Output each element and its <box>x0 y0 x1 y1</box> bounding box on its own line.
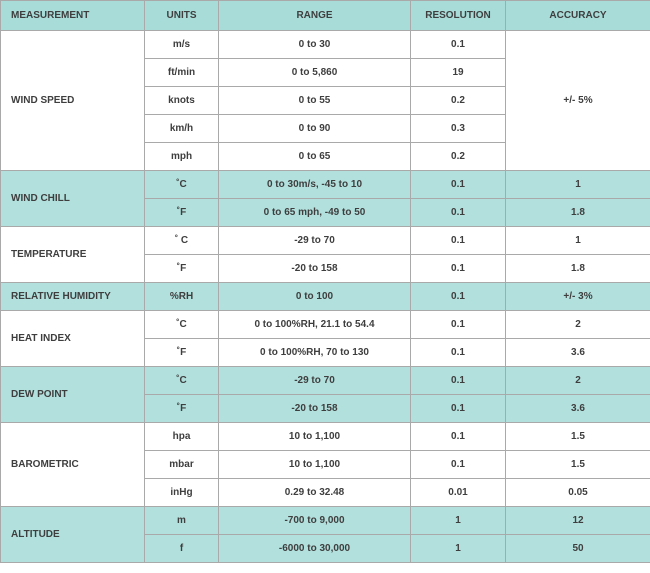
accuracy-cell: 1.8 <box>506 255 650 283</box>
unit-cell: ˚C <box>145 367 219 395</box>
range-cell: 0 to 30 <box>219 31 411 59</box>
header-accuracy: ACCURACY <box>506 1 650 31</box>
resolution-cell: 0.1 <box>411 227 506 255</box>
measurement-name: HEAT INDEX <box>1 311 145 367</box>
measurement-name: ALTITUDE <box>1 507 145 563</box>
resolution-cell: 0.01 <box>411 479 506 507</box>
unit-cell: f <box>145 535 219 563</box>
unit-cell: mph <box>145 143 219 171</box>
unit-cell: knots <box>145 87 219 115</box>
accuracy-cell: 1 <box>506 171 650 199</box>
unit-cell: mbar <box>145 451 219 479</box>
resolution-cell: 0.1 <box>411 255 506 283</box>
unit-cell: inHg <box>145 479 219 507</box>
accuracy-cell: 3.6 <box>506 395 650 423</box>
resolution-cell: 0.1 <box>411 283 506 311</box>
unit-cell: km/h <box>145 115 219 143</box>
table-row <box>1 31 650 59</box>
resolution-cell: 0.3 <box>411 115 506 143</box>
unit-cell: ˚F <box>145 339 219 367</box>
unit-cell: ˚F <box>145 255 219 283</box>
accuracy-cell: 1.5 <box>506 451 650 479</box>
unit-cell: ft/min <box>145 59 219 87</box>
range-cell: -20 to 158 <box>219 395 411 423</box>
measurement-name: DEW POINT <box>1 367 145 423</box>
table-row <box>1 283 650 311</box>
range-cell: -6000 to 30,000 <box>219 535 411 563</box>
unit-cell: m <box>145 507 219 535</box>
range-cell: 0 to 100%RH, 70 to 130 <box>219 339 411 367</box>
table-row <box>1 507 650 535</box>
unit-cell: ˚ C <box>145 227 219 255</box>
table-row <box>1 423 650 451</box>
resolution-cell: 0.1 <box>411 367 506 395</box>
accuracy-cell: 1 <box>506 227 650 255</box>
accuracy-cell: 50 <box>506 535 650 563</box>
resolution-cell: 1 <box>411 507 506 535</box>
resolution-cell: 0.2 <box>411 87 506 115</box>
accuracy-cell: 12 <box>506 507 650 535</box>
unit-cell: ˚F <box>145 199 219 227</box>
range-cell: 0 to 30m/s, -45 to 10 <box>219 171 411 199</box>
accuracy-cell: 1.8 <box>506 199 650 227</box>
accuracy-cell: 2 <box>506 367 650 395</box>
unit-cell: %RH <box>145 283 219 311</box>
accuracy-cell: 2 <box>506 311 650 339</box>
measurement-name: TEMPERATURE <box>1 227 145 283</box>
resolution-cell: 0.1 <box>411 451 506 479</box>
accuracy-cell: +/- 3% <box>506 283 650 311</box>
table-row <box>1 311 650 339</box>
header-measurement: MEASUREMENT <box>1 1 145 31</box>
unit-cell: ˚C <box>145 171 219 199</box>
accuracy-cell: 1.5 <box>506 423 650 451</box>
range-cell: 0 to 100%RH, 21.1 to 54.4 <box>219 311 411 339</box>
resolution-cell: 0.1 <box>411 31 506 59</box>
measurement-name: BAROMETRIC <box>1 423 145 507</box>
accuracy-cell: +/- 5% <box>506 31 650 171</box>
unit-cell: ˚F <box>145 395 219 423</box>
range-cell: -20 to 158 <box>219 255 411 283</box>
range-cell: 0 to 100 <box>219 283 411 311</box>
resolution-cell: 0.1 <box>411 423 506 451</box>
resolution-cell: 1 <box>411 535 506 563</box>
resolution-cell: 19 <box>411 59 506 87</box>
table-row <box>1 367 650 395</box>
table-row <box>1 227 650 255</box>
resolution-cell: 0.1 <box>411 199 506 227</box>
measurement-name: WIND CHILL <box>1 171 145 227</box>
resolution-cell: 0.1 <box>411 339 506 367</box>
range-cell: 10 to 1,100 <box>219 451 411 479</box>
table-header-row <box>1 1 650 31</box>
resolution-cell: 0.1 <box>411 395 506 423</box>
unit-cell: hpa <box>145 423 219 451</box>
header-resolution: RESOLUTION <box>411 1 506 31</box>
range-cell: -29 to 70 <box>219 367 411 395</box>
unit-cell: m/s <box>145 31 219 59</box>
range-cell: 0 to 65 <box>219 143 411 171</box>
range-cell: 10 to 1,100 <box>219 423 411 451</box>
range-cell: 0 to 55 <box>219 87 411 115</box>
range-cell: -29 to 70 <box>219 227 411 255</box>
accuracy-cell: 3.6 <box>506 339 650 367</box>
range-cell: 0 to 90 <box>219 115 411 143</box>
range-cell: 0.29 to 32.48 <box>219 479 411 507</box>
resolution-cell: 0.2 <box>411 143 506 171</box>
header-range: RANGE <box>219 1 411 31</box>
resolution-cell: 0.1 <box>411 171 506 199</box>
range-cell: -700 to 9,000 <box>219 507 411 535</box>
unit-cell: ˚C <box>145 311 219 339</box>
accuracy-cell: 0.05 <box>506 479 650 507</box>
resolution-cell: 0.1 <box>411 311 506 339</box>
table-row <box>1 171 650 199</box>
header-units: UNITS <box>145 1 219 31</box>
measurement-name: WIND SPEED <box>1 31 145 171</box>
range-cell: 0 to 5,860 <box>219 59 411 87</box>
range-cell: 0 to 65 mph, -49 to 50 <box>219 199 411 227</box>
measurement-name: RELATIVE HUMIDITY <box>1 283 145 311</box>
